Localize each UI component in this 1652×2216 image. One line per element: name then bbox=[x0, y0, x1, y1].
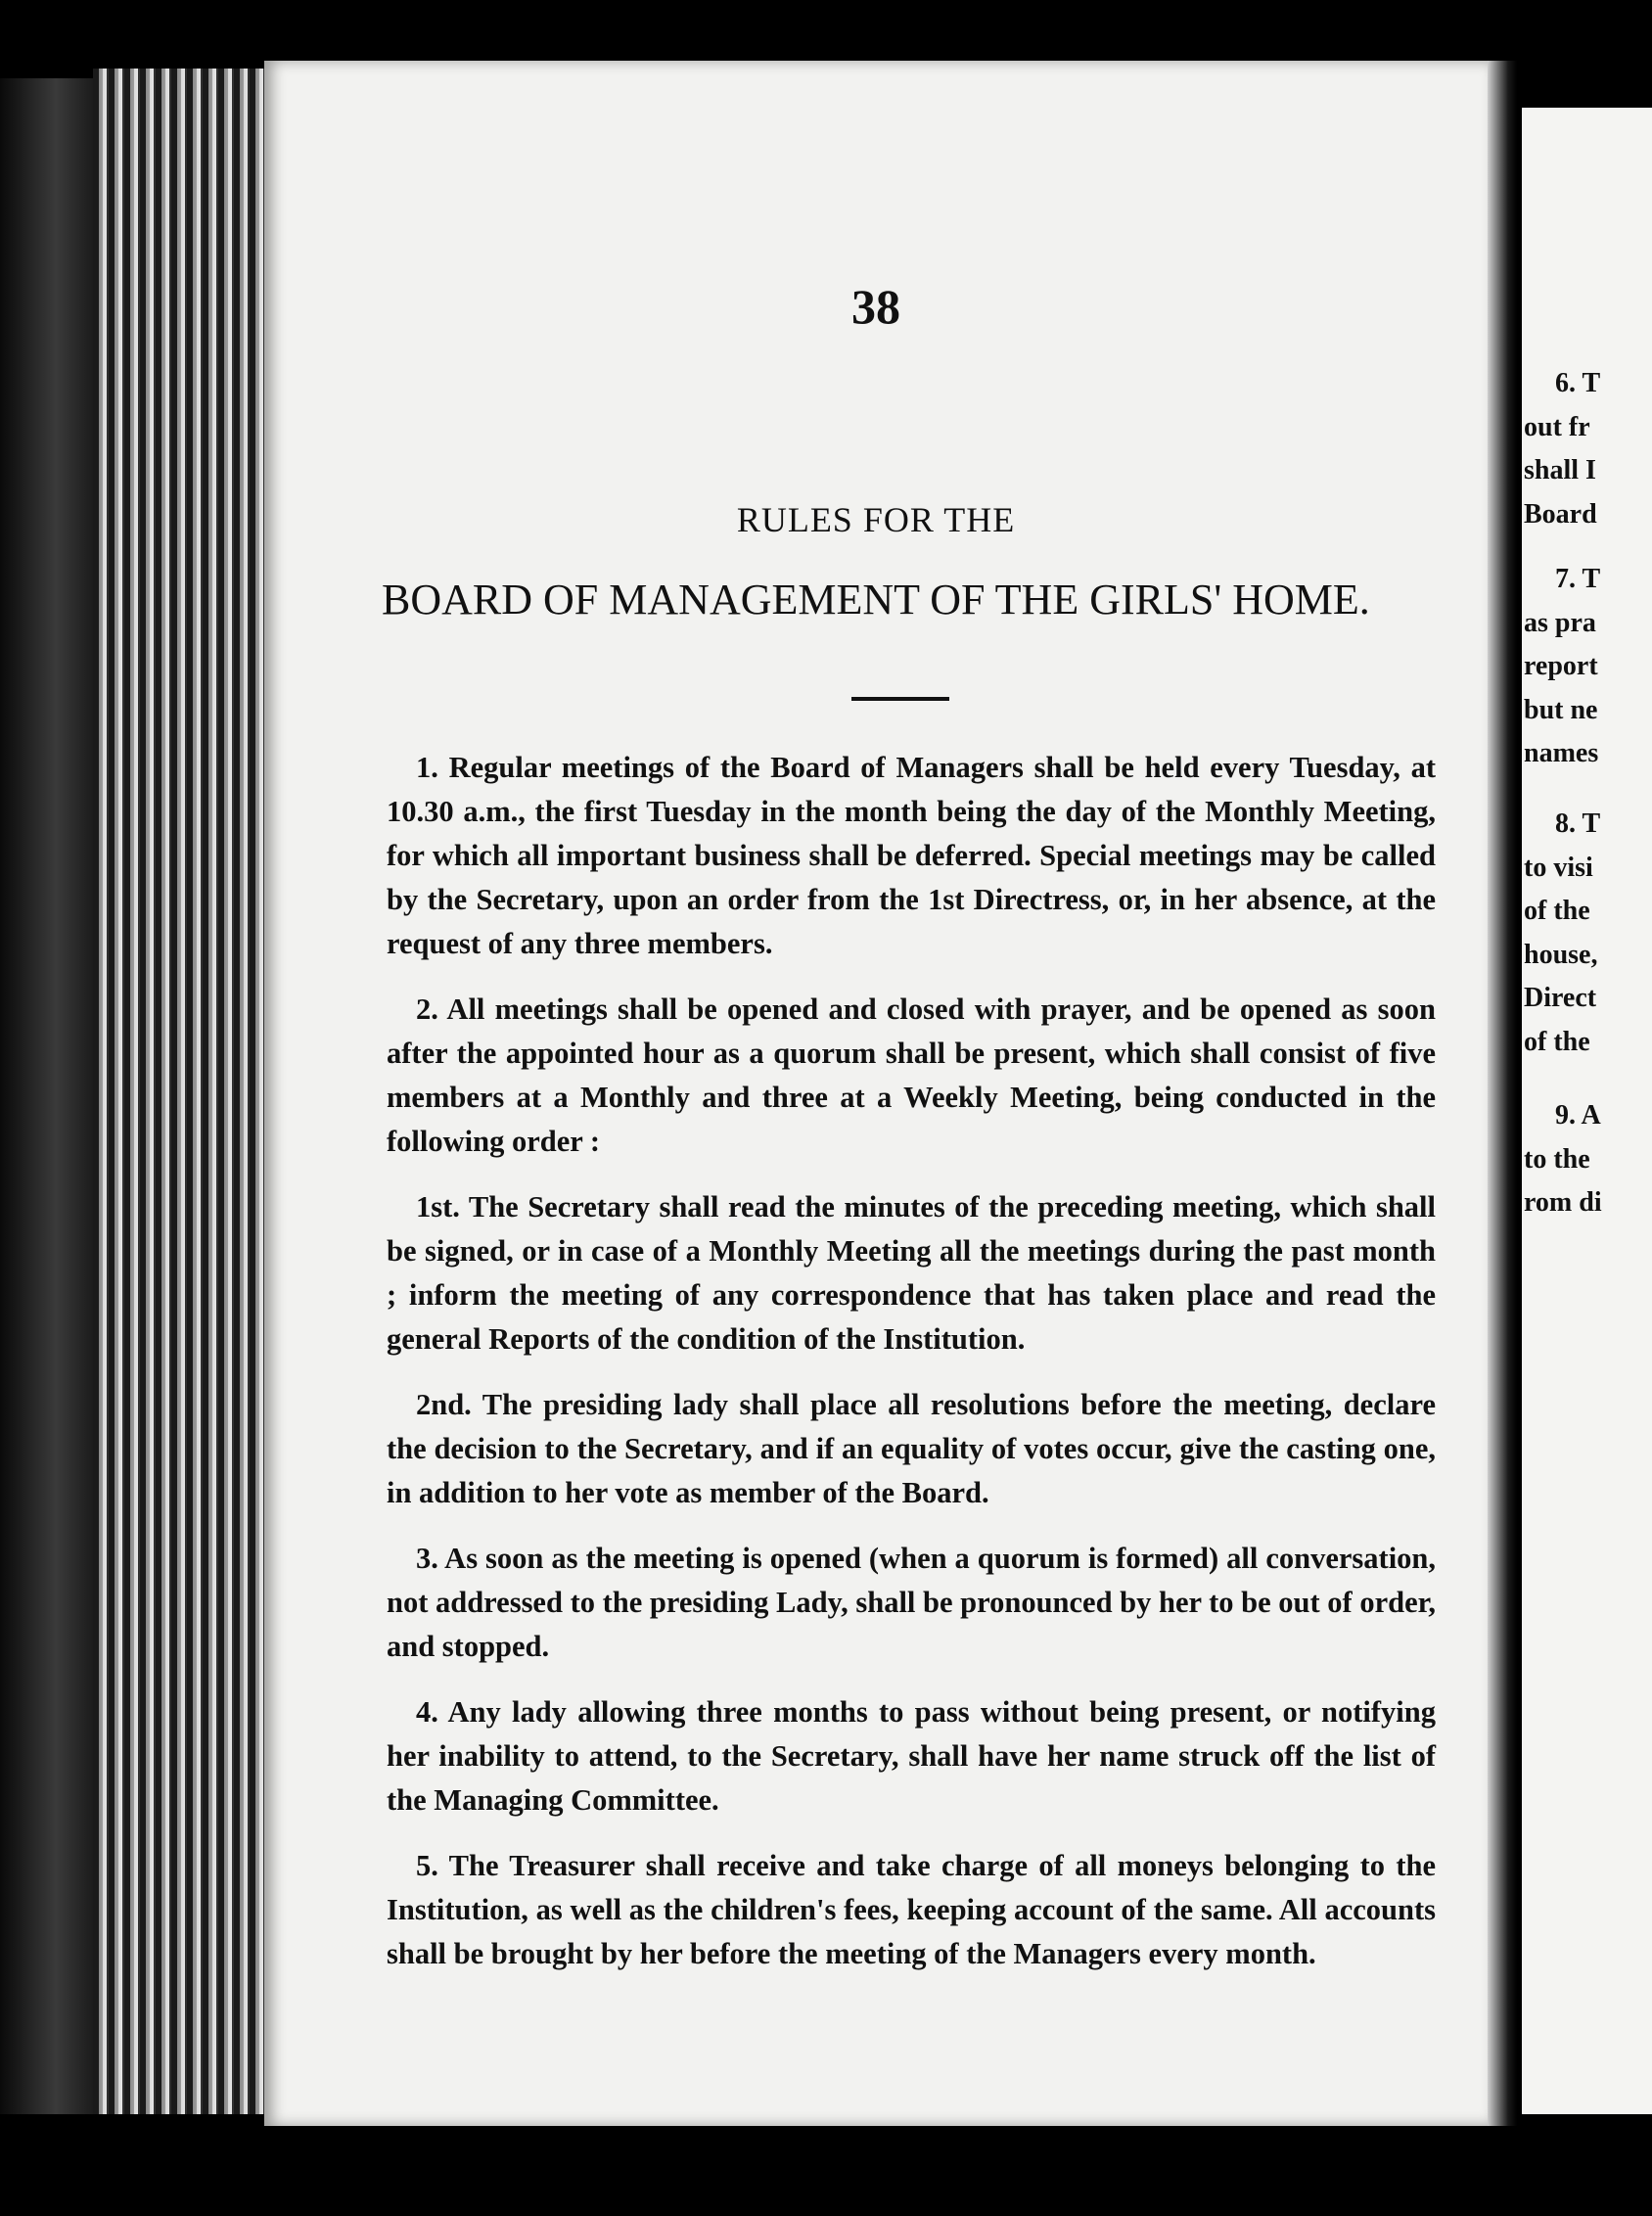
right-page-line: but ne bbox=[1524, 694, 1598, 725]
rule-paragraph-3: 3. As soon as the meeting is opened (when a quorum is formed) all conversation, not addressed to the presiding Lady, shall be pronounced by her to be out of order, and stopped. bbox=[387, 1542, 1436, 1663]
right-page-line: 9. A bbox=[1555, 1100, 1601, 1131]
rule-paragraph-2-first: 1st. The Secretary shall read the minutes of the preceding meeting, which shall be signed, or in case of a Monthly Meeting all the meetings during the past month ; inform the meeting of any correspondence that has taken place and read the general Reports of the condition of the Institution. bbox=[387, 1190, 1436, 1356]
page-leaves-stack bbox=[93, 69, 279, 2114]
page-number: 38 bbox=[851, 279, 900, 334]
heading-rules-for: RULES FOR THE bbox=[736, 500, 1016, 539]
rules-body bbox=[387, 746, 1436, 1998]
right-page-line: out fr bbox=[1524, 411, 1590, 442]
right-page-block-8 bbox=[1522, 803, 1652, 1064]
right-page-line: as pra bbox=[1524, 607, 1596, 638]
book-gutter bbox=[1488, 61, 1517, 2126]
rule-paragraph-2-second: 2nd. The presiding lady shall place all resolutions before the meeting, declare the decision to the Secretary, and if an equality of votes occur, give the casting one, in addition to her vote as member of the Board. bbox=[387, 1388, 1436, 1509]
right-page-line: of the bbox=[1524, 896, 1590, 926]
divider-rule bbox=[851, 697, 949, 701]
right-page-line: house, bbox=[1524, 939, 1598, 970]
right-page-line: shall I bbox=[1524, 455, 1596, 485]
right-page-line: to visi bbox=[1524, 852, 1593, 883]
right-page-line: of the bbox=[1524, 1026, 1590, 1057]
right-page-line: Board bbox=[1524, 498, 1597, 530]
rule-paragraph-1: 1. Regular meetings of the Board of Managers shall be held every Tuesday, at 10.30 a.m., the first Tuesday in the month being the day of the Monthly Meeting, for which all important business shall be deferred. Special meetings may be called by the Secretary, upon an order from the 1st Directress, or, in her absence, at the request of any three members. bbox=[387, 751, 1436, 960]
right-page-line: 7. T bbox=[1555, 564, 1601, 594]
right-page-block-7 bbox=[1522, 558, 1652, 776]
right-page-line: 8. T bbox=[1555, 808, 1601, 839]
right-page-line: 6. T bbox=[1555, 368, 1601, 398]
right-page-fragment bbox=[1522, 108, 1652, 2114]
rule-paragraph-2: 2. All meetings shall be opened and closed with prayer, and be opened as soon after the appointed hour as a quorum shall be present, which shall consist of five members at a Monthly and three at a Weekly Meeting, being conducted in the following order : bbox=[387, 993, 1436, 1158]
right-page-block-6 bbox=[1522, 362, 1652, 536]
right-page-block-9 bbox=[1522, 1094, 1652, 1225]
right-page-line: report bbox=[1524, 651, 1598, 681]
rule-paragraph-4: 4. Any lady allowing three months to pass without being present, or notifying her inability to attend, to the Secretary, shall have her name struck off the list of the Managing Committee. bbox=[387, 1695, 1436, 1817]
previous-page-edge bbox=[0, 78, 93, 2114]
right-page-line: names bbox=[1524, 738, 1599, 768]
rule-paragraph-5: 5. The Treasurer shall receive and take charge of all moneys belonging to the Institution, as well as the children's fees, keeping account of the same. All accounts shall be brought by her before the meeting of the Managers every month. bbox=[387, 1849, 1436, 1970]
heading-board-title: BOARD OF MANAGEMENT OF THE GIRLS' HOME. bbox=[382, 576, 1370, 623]
right-page-line: Direct bbox=[1524, 983, 1597, 1013]
right-page-line: to the bbox=[1524, 1143, 1590, 1175]
right-page-line: rom di bbox=[1524, 1187, 1602, 1218]
left-page bbox=[264, 61, 1488, 2126]
